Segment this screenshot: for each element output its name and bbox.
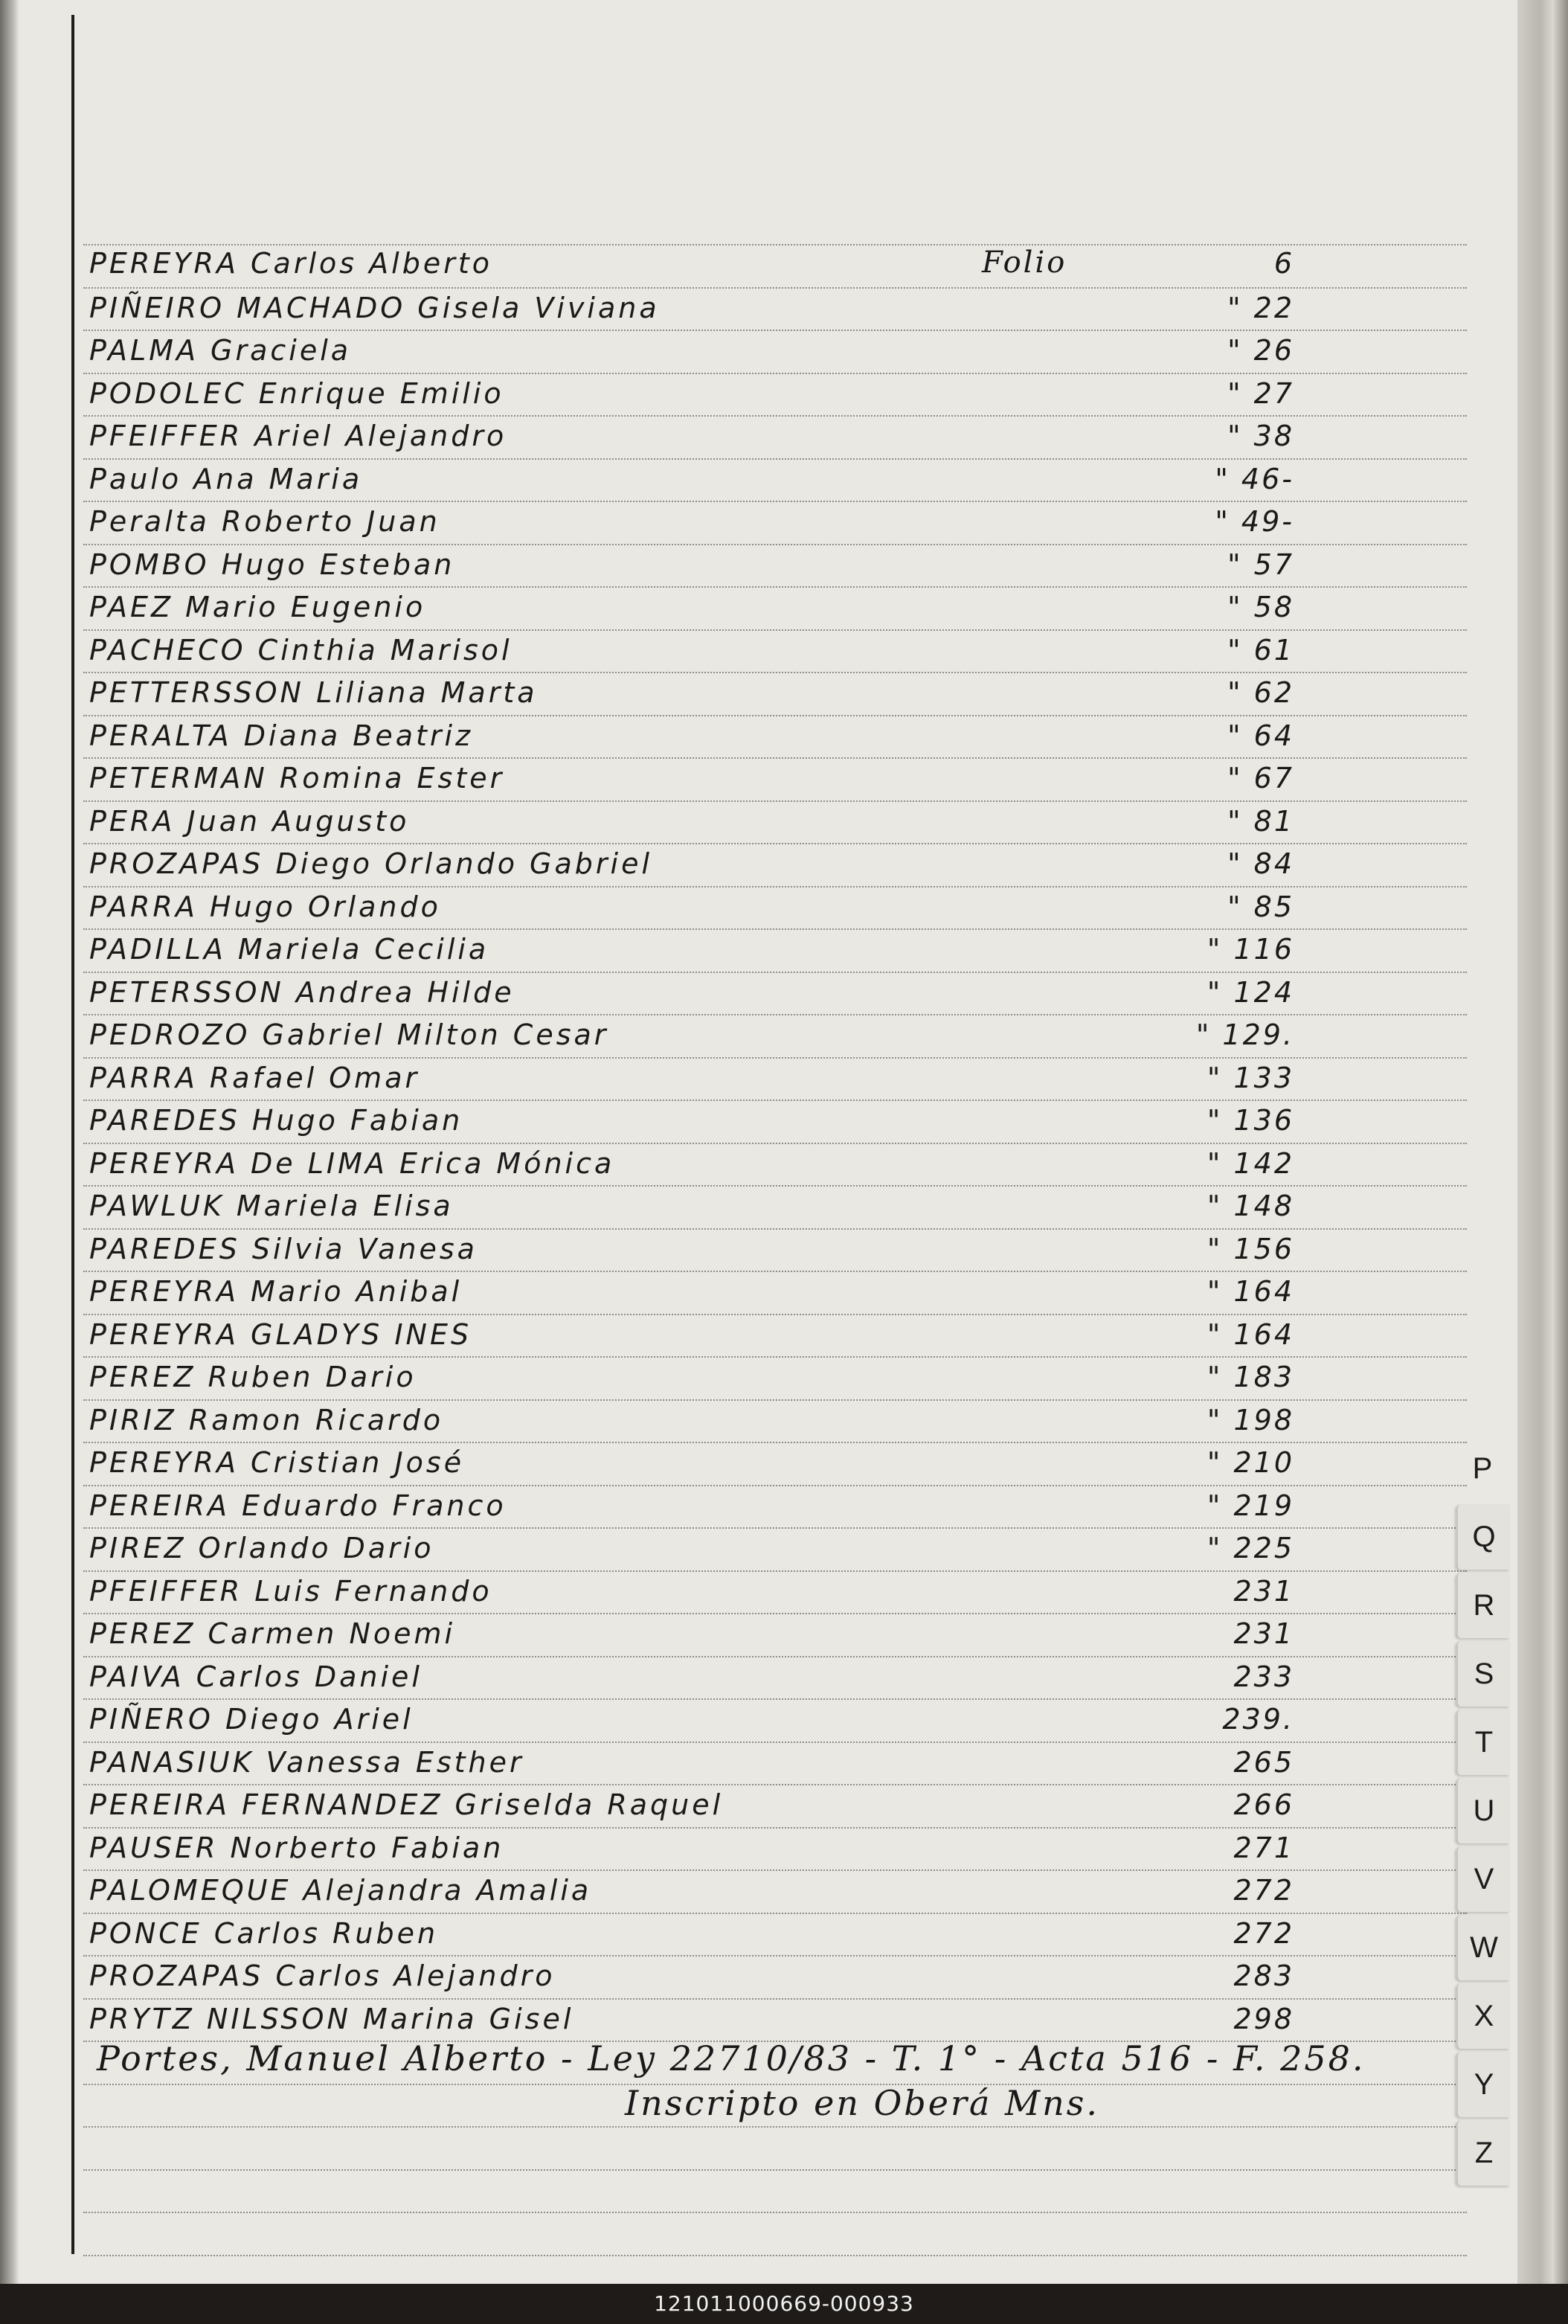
entry-folio: 239. bbox=[1222, 1703, 1294, 1736]
image-id-footer: 121011000669-000933 bbox=[654, 2291, 914, 2316]
entry-name: PEREIRA Eduardo Franco bbox=[89, 1489, 507, 1522]
ruled-line bbox=[83, 1100, 1467, 1101]
ruled-line bbox=[83, 1228, 1467, 1230]
entry-name: POMBO Hugo Esteban bbox=[89, 548, 455, 581]
entry-name: PERALTA Diana Beatriz bbox=[89, 719, 474, 752]
entry-name: PIRIZ Ramon Ricardo bbox=[89, 1403, 444, 1437]
list-item bbox=[89, 1018, 1458, 1056]
entry-folio: " 64 bbox=[1227, 719, 1294, 752]
entry-folio: 231 bbox=[1233, 1574, 1294, 1608]
entry-name: PIREZ Orlando Dario bbox=[89, 1532, 434, 1564]
entry-folio: 231 bbox=[1233, 1617, 1294, 1650]
folio-column-label: Folio bbox=[982, 245, 1067, 280]
ruled-line bbox=[83, 1698, 1467, 1700]
entry-folio: " 136 bbox=[1206, 1104, 1294, 1137]
ruled-line bbox=[83, 1913, 1467, 1914]
ruled-line bbox=[83, 458, 1467, 460]
ruled-line bbox=[83, 800, 1467, 802]
ruled-line bbox=[83, 629, 1467, 631]
list-item bbox=[89, 1746, 1458, 1783]
ruled-line bbox=[83, 1442, 1467, 1443]
entry-folio: " 26 bbox=[1227, 334, 1294, 367]
handwritten-note-line-2: Inscripto en Oberá Mns. bbox=[625, 2083, 1099, 2123]
entry-folio: " 156 bbox=[1206, 1232, 1294, 1265]
list-item bbox=[89, 933, 1458, 970]
entry-folio: " 81 bbox=[1227, 804, 1294, 838]
list-item bbox=[89, 420, 1458, 457]
ruled-line bbox=[83, 1271, 1467, 1272]
entry-name: PALMA Graciela bbox=[89, 334, 352, 367]
list-item bbox=[89, 377, 1458, 414]
entry-folio: " 38 bbox=[1227, 420, 1294, 452]
ruled-line bbox=[83, 715, 1467, 716]
list-item bbox=[89, 805, 1458, 842]
ruled-line bbox=[83, 1014, 1467, 1015]
entry-name: PAEZ Mario Eugenio bbox=[89, 591, 426, 623]
ruled-line bbox=[83, 1570, 1467, 1572]
list-item bbox=[89, 591, 1458, 628]
list-item bbox=[89, 1917, 1458, 1954]
list-item bbox=[89, 1233, 1458, 1270]
ruled-line bbox=[83, 1399, 1467, 1401]
list-item bbox=[89, 1361, 1458, 1398]
ruled-line bbox=[83, 672, 1467, 673]
ruled-line bbox=[83, 2212, 1467, 2213]
entry-folio: 265 bbox=[1233, 1745, 1294, 1779]
list-item bbox=[89, 505, 1458, 542]
index-tab-s[interactable]: S bbox=[1456, 1641, 1510, 1707]
list-item bbox=[89, 1147, 1458, 1184]
ruled-line bbox=[83, 244, 1467, 245]
list-item bbox=[89, 1660, 1458, 1698]
entry-name: PONCE Carlos Ruben bbox=[89, 1916, 439, 1950]
ruled-line bbox=[83, 1314, 1467, 1315]
entry-folio: " 198 bbox=[1206, 1403, 1294, 1437]
entry-folio: " 219 bbox=[1206, 1489, 1294, 1522]
entry-name: PIÑEIRO MACHADO Gisela Viviana bbox=[89, 291, 660, 324]
ruled-line bbox=[83, 1827, 1467, 1829]
handwritten-note-line-1: Portes, Manuel Alberto - Ley 22710/83 - T. 1° - Acta 516 - F. 258. bbox=[97, 2038, 1366, 2079]
ruled-line bbox=[83, 1485, 1467, 1486]
margin-line bbox=[71, 15, 74, 2254]
list-item bbox=[89, 976, 1458, 1013]
entry-folio: " 49- bbox=[1215, 505, 1294, 538]
list-item bbox=[89, 463, 1458, 500]
entry-name: PODOLEC Enrique Emilio bbox=[89, 376, 504, 410]
ruled-line bbox=[83, 1613, 1467, 1614]
entry-folio: 272 bbox=[1233, 1916, 1294, 1950]
ruled-line bbox=[83, 928, 1467, 930]
index-tab-p[interactable]: P bbox=[1472, 1452, 1493, 1485]
list-item bbox=[89, 247, 1458, 284]
entry-name: PROZAPAS Carlos Alejandro bbox=[89, 1959, 556, 1992]
entry-name: PEREYRA Carlos Alberto bbox=[89, 247, 492, 280]
entry-folio: 266 bbox=[1233, 1788, 1294, 1821]
entry-name: PAWLUK Mariela Elisa bbox=[89, 1190, 454, 1222]
ruled-line bbox=[83, 1656, 1467, 1657]
ruled-line bbox=[83, 2169, 1467, 2171]
list-item bbox=[89, 334, 1458, 371]
entry-folio: " 116 bbox=[1206, 933, 1294, 966]
index-tab-u[interactable]: U bbox=[1456, 1778, 1510, 1843]
list-item bbox=[89, 1489, 1458, 1527]
entry-name: PANASIUK Vanessa Esther bbox=[89, 1745, 524, 1779]
ruled-line bbox=[83, 2255, 1467, 2256]
entry-name: PETTERSSON Liliana Marta bbox=[89, 676, 538, 709]
entry-name: PETERSSON Andrea Hilde bbox=[89, 975, 515, 1009]
entry-folio: " 210 bbox=[1206, 1446, 1294, 1479]
list-item bbox=[89, 1104, 1458, 1141]
entry-name: PERA Juan Augusto bbox=[89, 804, 410, 838]
list-item bbox=[89, 1318, 1458, 1355]
list-item bbox=[89, 1404, 1458, 1441]
entry-folio: " 22 bbox=[1227, 291, 1294, 324]
entry-name: PARRA Rafael Omar bbox=[89, 1061, 420, 1094]
ruled-line bbox=[83, 415, 1467, 417]
ruled-line bbox=[83, 1998, 1467, 2000]
list-item bbox=[89, 1874, 1458, 1911]
ruled-line bbox=[83, 1057, 1467, 1059]
ruled-line bbox=[83, 373, 1467, 374]
entry-name: PALOMEQUE Alejandra Amalia bbox=[89, 1874, 592, 1907]
ruled-line bbox=[83, 1742, 1467, 1743]
entry-name: PEREYRA Cristian José bbox=[89, 1446, 465, 1479]
list-item bbox=[89, 1532, 1458, 1569]
entry-name: PROZAPAS Diego Orlando Gabriel bbox=[89, 847, 653, 880]
ruled-line bbox=[83, 972, 1467, 973]
entry-name: PEDROZO Gabriel Milton Cesar bbox=[89, 1018, 609, 1051]
entry-name: PAREDES Silvia Vanesa bbox=[89, 1232, 478, 1265]
entry-folio: " 183 bbox=[1206, 1361, 1294, 1393]
entry-folio: " 142 bbox=[1206, 1146, 1294, 1180]
entry-folio: " 164 bbox=[1206, 1317, 1294, 1351]
list-item bbox=[89, 1275, 1458, 1312]
entry-name: Peralta Roberto Juan bbox=[89, 505, 440, 538]
list-item bbox=[89, 1062, 1458, 1099]
entry-name: PFEIFFER Ariel Alejandro bbox=[89, 420, 507, 452]
entry-name: Paulo Ana Maria bbox=[89, 462, 363, 495]
entry-name: PAREDES Hugo Fabian bbox=[89, 1104, 463, 1137]
list-item bbox=[89, 890, 1458, 928]
list-item bbox=[89, 1959, 1458, 1997]
list-item bbox=[89, 292, 1458, 329]
list-item bbox=[89, 548, 1458, 585]
ruled-line bbox=[83, 843, 1467, 844]
entry-folio: " 58 bbox=[1227, 591, 1294, 623]
list-item bbox=[89, 676, 1458, 713]
entry-folio: " 124 bbox=[1206, 975, 1294, 1009]
entry-folio: " 46- bbox=[1215, 462, 1294, 495]
entry-name: PAUSER Norberto Fabian bbox=[89, 1831, 504, 1864]
index-tab-x[interactable]: X bbox=[1456, 1983, 1510, 2049]
ruled-line bbox=[83, 886, 1467, 887]
ruled-line bbox=[83, 544, 1467, 545]
ruled-line bbox=[83, 1955, 1467, 1957]
ruled-line bbox=[83, 1527, 1467, 1529]
list-item bbox=[89, 2003, 1458, 2040]
ruled-line bbox=[83, 501, 1467, 502]
entry-folio: 6 bbox=[1273, 247, 1294, 280]
index-tab-z[interactable]: Z bbox=[1456, 2120, 1510, 2186]
entry-name: PAIVA Carlos Daniel bbox=[89, 1660, 422, 1693]
list-item bbox=[89, 1190, 1458, 1227]
entry-folio: " 61 bbox=[1227, 633, 1294, 667]
list-item bbox=[89, 634, 1458, 671]
list-item bbox=[89, 1703, 1458, 1740]
entry-folio: " 133 bbox=[1206, 1061, 1294, 1094]
entry-folio: " 67 bbox=[1227, 762, 1294, 795]
page-edge bbox=[1517, 0, 1568, 2284]
ruled-line bbox=[83, 330, 1467, 331]
entry-folio: " 27 bbox=[1227, 376, 1294, 410]
index-tab-q[interactable]: Q bbox=[1456, 1504, 1510, 1570]
entry-name: PACHECO Cinthia Marisol bbox=[89, 633, 513, 667]
index-tab-t[interactable]: T bbox=[1456, 1710, 1510, 1775]
entry-name: PEREZ Carmen Noemi bbox=[89, 1617, 456, 1650]
entry-folio: 298 bbox=[1233, 2002, 1294, 2035]
entry-folio: 283 bbox=[1233, 1959, 1294, 1992]
entry-name: PFEIFFER Luis Fernando bbox=[89, 1574, 492, 1608]
index-tab-v[interactable]: V bbox=[1456, 1846, 1510, 1912]
entry-folio: " 164 bbox=[1206, 1275, 1294, 1308]
ruled-line bbox=[83, 586, 1467, 588]
list-item bbox=[89, 1788, 1458, 1826]
list-item bbox=[89, 1575, 1458, 1612]
index-tab-y[interactable]: Y bbox=[1456, 2052, 1510, 2117]
entry-folio: 272 bbox=[1233, 1874, 1294, 1907]
binding-shadow bbox=[0, 0, 19, 2284]
entry-name: PEREYRA GLADYS INES bbox=[89, 1317, 472, 1351]
list-item bbox=[89, 1446, 1458, 1483]
ruled-line bbox=[83, 1784, 1467, 1785]
list-item bbox=[89, 762, 1458, 799]
entry-folio: " 62 bbox=[1227, 676, 1294, 709]
entry-name: PEREYRA Mario Anibal bbox=[89, 1275, 463, 1308]
index-tab-r[interactable]: R bbox=[1456, 1573, 1510, 1638]
entry-folio: " 148 bbox=[1206, 1190, 1294, 1222]
entry-folio: " 84 bbox=[1227, 847, 1294, 880]
entry-name: PETERMAN Romina Ester bbox=[89, 762, 505, 795]
entry-folio: " 57 bbox=[1227, 548, 1294, 581]
entry-name: PEREYRA De LIMA Erica Mónica bbox=[89, 1146, 615, 1180]
list-item bbox=[89, 1617, 1458, 1654]
ruled-line bbox=[83, 1143, 1467, 1144]
entry-folio: " 225 bbox=[1206, 1532, 1294, 1564]
entry-name: PARRA Hugo Orlando bbox=[89, 890, 441, 923]
ruled-line bbox=[83, 757, 1467, 759]
ruled-line bbox=[83, 287, 1467, 289]
list-item bbox=[89, 1832, 1458, 1869]
entry-folio: " 129. bbox=[1195, 1018, 1294, 1051]
list-item bbox=[89, 847, 1458, 885]
ruled-line bbox=[83, 1356, 1467, 1358]
entry-folio: " 85 bbox=[1227, 890, 1294, 923]
entry-name: PIÑERO Diego Ariel bbox=[89, 1703, 414, 1736]
entry-folio: 233 bbox=[1233, 1660, 1294, 1693]
ruled-line bbox=[83, 1185, 1467, 1187]
ruled-line bbox=[83, 1869, 1467, 1871]
entry-folio: 271 bbox=[1233, 1831, 1294, 1864]
entry-name: PRYTZ NILSSON Marina Gisel bbox=[89, 2002, 574, 2035]
ruled-line bbox=[83, 2126, 1467, 2128]
list-item bbox=[89, 719, 1458, 757]
entry-name: PEREIRA FERNANDEZ Griselda Raquel bbox=[89, 1788, 724, 1821]
entry-name: PEREZ Ruben Dario bbox=[89, 1361, 417, 1393]
index-tab-w[interactable]: W bbox=[1456, 1915, 1510, 1980]
entry-name: PADILLA Mariela Cecilia bbox=[89, 933, 489, 966]
